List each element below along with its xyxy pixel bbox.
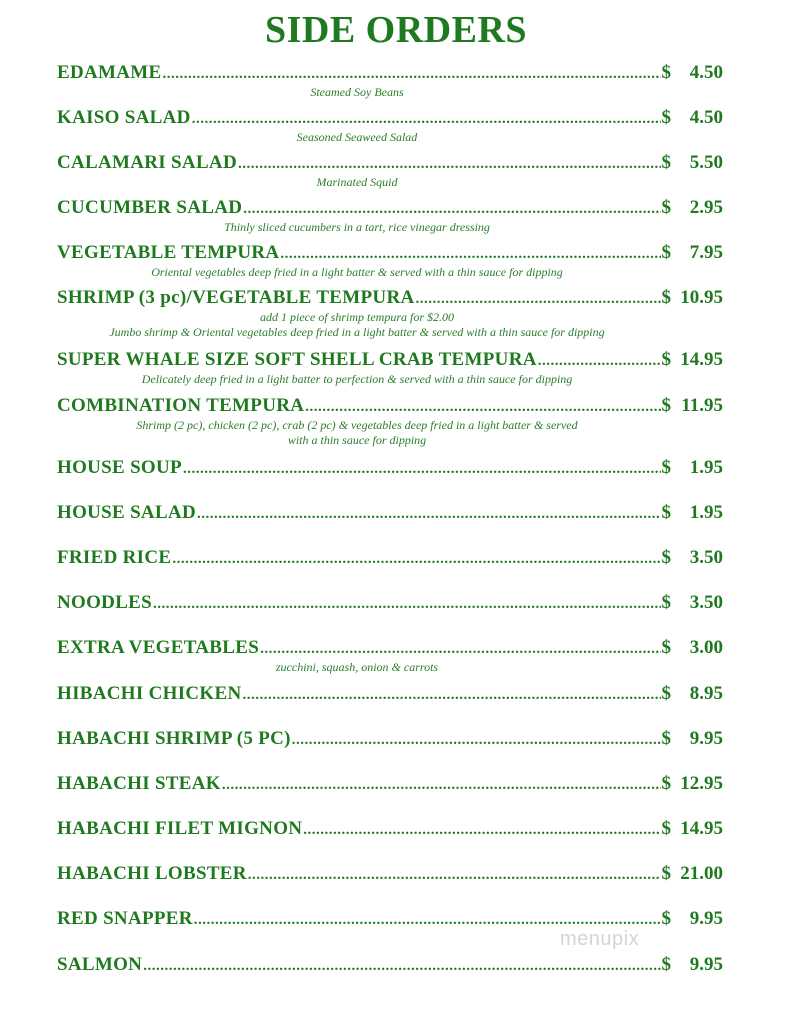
menu-item (57, 818, 723, 841)
menu-item-price: 9.95 (689, 728, 723, 749)
currency-symbol: $ (661, 395, 671, 416)
menu-item-name: HABACHI SHRIMP (5 PC) (57, 728, 291, 749)
menu-item-name: HABACHI FILET MIGNON (57, 818, 303, 839)
dot-leader (238, 153, 661, 175)
menu-item-description: Steamed Soy Beans (310, 85, 404, 99)
dot-leader (153, 593, 660, 615)
menu-item (57, 349, 723, 387)
menu-item-line (57, 863, 723, 886)
menu-item-name: SHRIMP (3 pc)/VEGETABLE TEMPURA (57, 287, 415, 308)
dot-leader (416, 288, 661, 310)
menu-item-description: Oriental vegetables deep fried in a light batter & served with a thin sauce for dipping (151, 265, 563, 279)
menu-item-price: 21.00 (680, 863, 723, 884)
menu-item-name: CALAMARI SALAD (57, 152, 237, 173)
menu-item (57, 502, 723, 525)
menu-item-line (57, 242, 723, 265)
menu-item (57, 457, 723, 480)
currency-symbol: $ (661, 728, 671, 749)
menu-item-price: 11.95 (681, 395, 723, 416)
menu-item-description: Jumbo shrimp & Oriental vegetables deep fried in a light batter & served with a thin sauce for dipping (109, 325, 605, 339)
menu-item (57, 683, 723, 706)
menu-item (57, 62, 723, 100)
currency-symbol: $ (661, 349, 671, 370)
menu-item-line (57, 954, 723, 977)
menu-item-line (57, 818, 723, 841)
dot-leader (292, 729, 661, 751)
menu-item-description: Seasoned Seaweed Salad (296, 130, 418, 144)
menu-item-name: RED SNAPPER (57, 908, 193, 929)
menu-item-name: HOUSE SOUP (57, 457, 182, 478)
menu-item-price: 14.95 (680, 349, 723, 370)
menu-item-line (57, 287, 723, 310)
menu-item (57, 107, 723, 145)
menu-item-price: 4.50 (689, 62, 723, 83)
dot-leader (303, 819, 660, 841)
menu-item-line (57, 197, 723, 220)
dot-leader (162, 63, 660, 85)
menu-item (57, 547, 723, 570)
menu-item-name: KAISO SALAD (57, 107, 191, 128)
currency-symbol: $ (661, 62, 671, 83)
menu-item-price: 5.50 (689, 152, 723, 173)
currency-symbol: $ (661, 908, 671, 929)
currency-symbol: $ (661, 773, 671, 794)
menu-item (57, 592, 723, 615)
menu-item-description: Thinly sliced cucumbers in a tart, rice vinegar dressing (224, 220, 490, 234)
menu-item-name: EXTRA VEGETABLES (57, 637, 260, 658)
menu-item-price: 14.95 (680, 818, 723, 839)
menu-item-name: HOUSE SALAD (57, 502, 196, 523)
menu-item-line (57, 773, 723, 796)
menu-item-line (57, 395, 723, 418)
menu-item-description: with a thin sauce for dipping (287, 433, 427, 447)
currency-symbol: $ (661, 683, 671, 704)
menu-item-price: 7.95 (689, 242, 723, 263)
menu-item-name: COMBINATION TEMPURA (57, 395, 305, 416)
menu-item-price: 9.95 (689, 908, 723, 929)
menu-item (57, 242, 723, 280)
menu-item-price: 10.95 (680, 287, 723, 308)
menu-item (57, 395, 723, 448)
currency-symbol: $ (661, 152, 671, 173)
currency-symbol: $ (661, 457, 671, 478)
menu-item-price: 1.95 (689, 457, 723, 478)
menu-item-price: 4.50 (689, 107, 723, 128)
dot-leader (222, 774, 661, 796)
dot-leader (538, 350, 661, 372)
currency-symbol: $ (661, 637, 671, 658)
menu-item-description: Delicately deep fried in a light batter to perfection & served with a thin sauce for dipping (141, 372, 573, 386)
menu-item (57, 728, 723, 751)
menu-item-name: HABACHI LOBSTER (57, 863, 247, 884)
menu-item-line (57, 728, 723, 751)
menu-item-description: Shrimp (2 pc), chicken (2 pc), crab (2 pc) & vegetables deep fried in a light batter & served (136, 418, 578, 432)
dot-leader (305, 396, 660, 418)
currency-symbol: $ (661, 107, 671, 128)
menu-item-line (57, 152, 723, 175)
menu-item (57, 773, 723, 796)
menu-item-description: Marinated Squid (316, 175, 398, 189)
currency-symbol: $ (661, 287, 671, 308)
currency-symbol: $ (661, 242, 671, 263)
menu-item-name: FRIED RICE (57, 547, 172, 568)
menu-item-name: HIBACHI CHICKEN (57, 683, 242, 704)
menu-item (57, 954, 723, 977)
menu-item-description: zucchini, squash, onion & carrots (275, 660, 439, 674)
menu-item (57, 197, 723, 235)
menu-item-line (57, 592, 723, 615)
menu-item-price: 9.95 (689, 954, 723, 975)
menu-item-price: 3.50 (689, 547, 723, 568)
menu-item-line (57, 683, 723, 706)
menu-item (57, 863, 723, 886)
menu-item-name: CUCUMBER SALAD (57, 197, 243, 218)
menu-item-price: 1.95 (689, 502, 723, 523)
menu-item-line (57, 637, 723, 660)
menu-item-name: NOODLES (57, 592, 153, 613)
menu-item (57, 287, 723, 340)
dot-leader (260, 638, 660, 660)
currency-symbol: $ (661, 592, 671, 613)
watermark-logo: menupix (560, 928, 640, 950)
currency-symbol: $ (661, 547, 671, 568)
menu-item-name: VEGETABLE TEMPURA (57, 242, 280, 263)
menu-item-price: 12.95 (680, 773, 723, 794)
menu-item-name: HABACHI STEAK (57, 773, 221, 794)
menu-item-line (57, 62, 723, 85)
currency-symbol: $ (661, 863, 671, 884)
menu-item-description: add 1 piece of shrimp tempura for $2.00 (260, 310, 454, 324)
dot-leader (248, 864, 661, 886)
currency-symbol: $ (661, 502, 671, 523)
menu-item-name: EDAMAME (57, 62, 162, 83)
menu-item-line (57, 107, 723, 130)
menu-item-name: SALMON (57, 954, 143, 975)
menu-item-price: 2.95 (689, 197, 723, 218)
menu-item-price: 8.95 (689, 683, 723, 704)
dot-leader (172, 548, 660, 570)
currency-symbol: $ (661, 197, 671, 218)
menu-item-line (57, 457, 723, 480)
page-title: SIDE ORDERS (264, 9, 528, 51)
menu-item-price: 3.00 (689, 637, 723, 658)
menu-item-price: 3.50 (689, 592, 723, 613)
currency-symbol: $ (661, 818, 671, 839)
menu-item-line (57, 502, 723, 525)
menu-item-line (57, 547, 723, 570)
dot-leader (280, 243, 660, 265)
dot-leader (192, 108, 661, 130)
dot-leader (243, 684, 661, 706)
dot-leader (183, 458, 661, 480)
menu-item (57, 152, 723, 190)
currency-symbol: $ (661, 954, 671, 975)
dot-leader (243, 198, 660, 220)
dot-leader (143, 955, 660, 977)
menu-item-line (57, 349, 723, 372)
dot-leader (197, 503, 661, 525)
menu-item (57, 637, 723, 675)
menu-item-name: SUPER WHALE SIZE SOFT SHELL CRAB TEMPURA (57, 349, 537, 370)
